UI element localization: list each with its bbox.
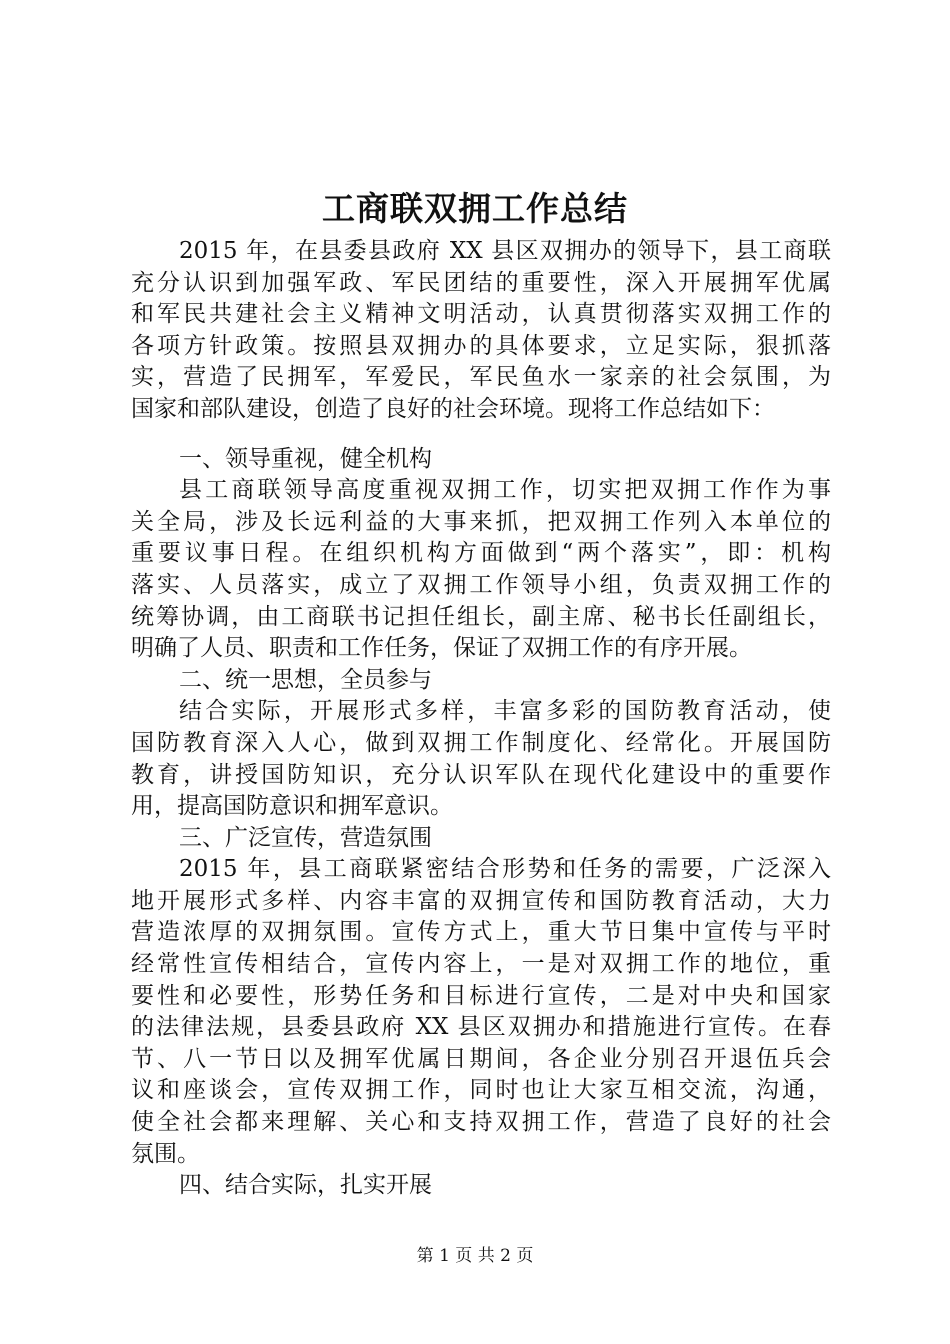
paragraph-line: 统筹协调，由工商联书记担任组长，副主席、秘书长任副组长， — [131, 603, 831, 630]
paragraph-line: 国家和部队建设，创造了良好的社会环境。现将工作总结如下： — [131, 395, 775, 422]
paragraph-line: 各项方针政策。按照县双拥办的具体要求，立足实际，狠抓落 — [131, 332, 831, 359]
paragraph-line: 要性和必要性，形势任务和目标进行宣传，二是对中央和国家 — [131, 982, 831, 1009]
paragraph-line: 节、八一节日以及拥军优属日期间，各企业分别召开退伍兵会 — [131, 1045, 831, 1072]
paragraph-line: 经常性宣传相结合，宣传内容上，一是对双拥工作的地位，重 — [131, 951, 831, 978]
paragraph-line: 落实、人员落实，成立了双拥工作领导小组，负责双拥工作的 — [131, 571, 831, 598]
document-body — [131, 236, 831, 1202]
paragraph-line: 结合实际，开展形式多样，丰富多彩的国防教育活动，使 — [179, 698, 831, 725]
paragraph-line: 用，提高国防意识和拥军意识。 — [131, 793, 453, 820]
paragraph-line: 使全社会都来理解、关心和支持双拥工作，营造了良好的社会 — [131, 1109, 831, 1136]
section-heading: 三、广泛宣传，营造氛围 — [179, 824, 432, 851]
paragraph-line: 关全局，涉及长远利益的大事来抓，把双拥工作列入本单位的 — [131, 508, 831, 535]
paragraph-line: 地开展形式多样、内容丰富的双拥宣传和国防教育活动，大力 — [131, 887, 831, 914]
section-heading: 四、结合实际，扎实开展 — [179, 1172, 432, 1199]
paragraph-line: 明确了人员、职责和工作任务，保证了双拥工作的有序开展。 — [131, 635, 752, 662]
paragraph-line: 氛围。 — [131, 1140, 200, 1167]
paragraph-line: 实，营造了民拥军，军爱民，军民鱼水一家亲的社会氛围，为 — [131, 364, 831, 391]
paragraph-line: 2015 年，县工商联紧密结合形势和任务的需要，广泛深入 — [179, 856, 831, 883]
section-heading: 二、统一思想，全员参与 — [179, 666, 432, 693]
paragraph-line: 的法律法规，县委县政府 XX 县区双拥办和措施进行宣传。在春 — [131, 1014, 831, 1041]
paragraph-line: 重要议事日程。在组织机构方面做到“两个落实”，即：机构 — [131, 540, 831, 567]
page-number-footer: 第 1 页 共 2 页 — [416, 1246, 534, 1266]
document-title: 工商联双拥工作总结 — [322, 189, 628, 228]
paragraph-line: 国防教育深入人心，做到双拥工作制度化、经常化。开展国防 — [131, 729, 831, 756]
paragraph-line: 营造浓厚的双拥氛围。宣传方式上，重大节日集中宣传与平时 — [131, 919, 831, 946]
paragraph-line: 2015 年，在县委县政府 XX 县区双拥办的领导下，县工商联 — [179, 238, 831, 264]
paragraph-line: 议和座谈会，宣传双拥工作，同时也让大家互相交流，沟通， — [131, 1077, 831, 1104]
paragraph-line: 县工商联领导高度重视双拥工作，切实把双拥工作作为事 — [179, 477, 831, 504]
paragraph-line: 充分认识到加强军政、军民团结的重要性，深入开展拥军优属 — [131, 269, 831, 296]
section-heading: 一、领导重视，健全机构 — [179, 445, 432, 472]
paragraph-line: 教育，讲授国防知识，充分认识军队在现代化建设中的重要作 — [131, 761, 831, 788]
paragraph-line: 和军民共建社会主义精神文明活动，认真贯彻落实双拥工作的 — [131, 301, 831, 328]
